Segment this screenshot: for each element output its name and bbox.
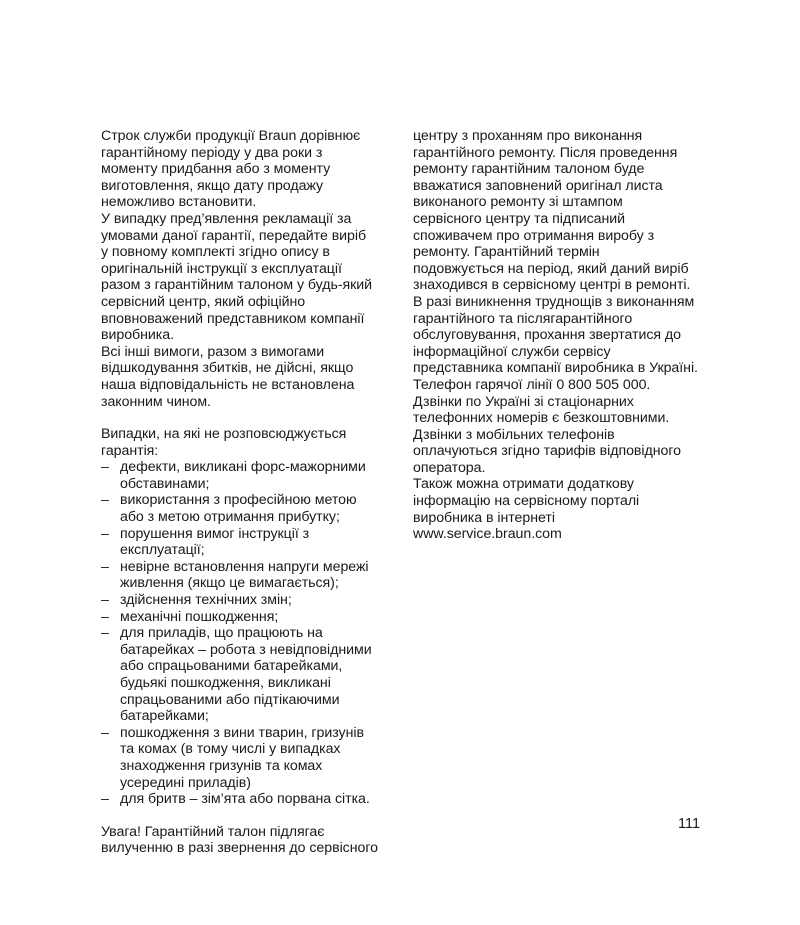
text-line: оригінальній інструкції з експлуатації: [101, 260, 342, 277]
text-line: механічні пошкодження;: [120, 608, 279, 625]
text-line: вповноважений представником компанії: [101, 310, 365, 327]
text-line: виготовлення, якщо дату продажу: [101, 177, 324, 194]
text-line: виробника.: [101, 327, 174, 344]
service-portal-url: www.service.braun.com: [413, 526, 562, 543]
hotline-phone: Телефон гарячої лінії 0 800 505 000.: [413, 376, 651, 393]
text-line: оператора.: [413, 459, 486, 476]
text-line: у повному комплекті згідно опису в: [101, 244, 330, 261]
text-line: законним чином.: [101, 393, 211, 410]
text-line: виробника в інтернеті: [413, 509, 555, 526]
list-item: [101, 725, 401, 791]
text-line: В разі виникнення труднощів з виконанням: [413, 293, 695, 310]
text-line: порушення вимог інструкції з: [120, 525, 310, 542]
text-line: для бритв – зім’ята або порвана сітка.: [120, 791, 370, 808]
text-line: телефонних номерів є безкоштовними.: [413, 410, 670, 427]
text-line: споживачем про отримання виробу з: [413, 227, 655, 244]
text-line: використання з професійною метою: [120, 492, 357, 509]
dash-bullet: –: [101, 791, 109, 808]
text-line: та комах (в тому числі у випадках: [120, 741, 341, 758]
text-line: спрацьованими або підтікаючими: [120, 691, 340, 708]
list-item: [101, 625, 401, 725]
service-life-paragraph: [101, 128, 401, 211]
right-column: [413, 128, 713, 543]
text-line: живлення (якщо це вимагається);: [120, 575, 339, 592]
page-number: 111: [678, 816, 701, 832]
dash-bullet: –: [101, 558, 109, 575]
list-item: [101, 609, 401, 626]
text-line: батарейках – робота з невідповідними: [120, 641, 372, 658]
exclusions-list: [101, 459, 401, 807]
text-line: відшкодування збитків, не дійсні, якщо: [101, 360, 354, 377]
dash-bullet: –: [101, 724, 109, 741]
dash-bullet: –: [101, 492, 109, 509]
list-item: [101, 559, 401, 592]
paragraph-gap: [101, 808, 401, 824]
text-line: батарейками;: [120, 708, 209, 725]
text-line: Всі інші вимоги, разом з вимогами: [101, 343, 325, 360]
text-line: дефекти, викликані форс-мажорними: [120, 459, 366, 476]
text-line: ремонту гарантійним талоном буде: [413, 161, 645, 178]
text-line: або з метою отримання прибутку;: [120, 509, 340, 526]
text-line: Також можна отримати додаткову: [413, 476, 634, 493]
list-item: [101, 459, 401, 492]
warning-paragraph: [101, 824, 401, 857]
text-line: подовжується на період, який даний виріб: [413, 260, 689, 277]
dash-bullet: –: [101, 459, 109, 476]
text-line: гарантійному періоду у два роки з: [101, 144, 323, 161]
text-line: умовами даної гарантії, передайте виріб: [101, 227, 367, 244]
text-line: обслуговування, прохання звертатися до: [413, 327, 682, 344]
other-claims-paragraph: [101, 344, 401, 410]
text-line: наша відповідальність не встановлена: [101, 376, 355, 393]
text-line: гарантійного ремонту. Після проведення: [413, 144, 678, 161]
text-line: разом з гарантійним талоном у будь-який: [101, 277, 373, 294]
portal-paragraph: [413, 476, 713, 542]
text-line: Випадки, на які не розповсюджується: [101, 426, 347, 443]
text-line: неможливо встановити.: [101, 194, 257, 211]
list-item: [101, 592, 401, 609]
text-line: знаходився в сервісному центрі в ремонті.: [413, 277, 691, 294]
dash-bullet: –: [101, 608, 109, 625]
dash-bullet: –: [101, 525, 109, 542]
list-item: [101, 526, 401, 559]
text-line: інформаційної служби сервісу: [413, 343, 611, 360]
text-line: ремонту. Гарантійний термін: [413, 244, 600, 261]
text-line: або спрацьованими батарейками,: [120, 658, 343, 675]
left-column: [101, 128, 401, 857]
text-line: Дзвінки з мобільних телефонів: [413, 426, 615, 443]
repair-paragraph: [413, 128, 713, 294]
text-line: вважатися заповнений оригінал листа: [413, 177, 663, 194]
text-line: оплачуються згідно тарифів відповідного: [413, 443, 682, 460]
claim-paragraph: [101, 211, 401, 344]
paragraph-gap: [101, 410, 401, 426]
text-line: У випадку пред’явлення рекламації за: [101, 210, 352, 227]
text-line: Дзвінки по Україні зі стаціонарних: [413, 393, 634, 410]
text-line: здійснення технічних змін;: [120, 592, 292, 609]
dash-bullet: –: [101, 592, 109, 609]
text-line: усередині приладів): [120, 774, 251, 791]
text-line: сервісного центру та підписаний: [413, 210, 626, 227]
text-line: моменту придбання або з моменту: [101, 161, 331, 178]
text-line: гарантія:: [101, 442, 159, 459]
text-line: інформацію на сервісному порталі: [413, 493, 640, 510]
text-line: гарантійного та післягарантійного: [413, 310, 633, 327]
text-line: будьякі пошкодження, викликані: [120, 675, 331, 691]
text-line: невірне встановлення напруги мережі: [120, 558, 369, 575]
text-line: центру з проханням про виконання: [413, 128, 643, 144]
text-line: представника компанії виробника в Україні.: [413, 360, 698, 377]
list-item: [101, 791, 401, 808]
exclusions-intro: [101, 426, 401, 459]
text-line: для приладів, що працюють на: [120, 625, 323, 642]
text-line: Строк служби продукції Braun дорівнює: [101, 128, 361, 144]
text-line: пошкодження з вини тварин, гризунів: [120, 724, 364, 741]
list-item: [101, 492, 401, 525]
text-line: знаходження гризунів та комах: [120, 757, 323, 774]
dash-bullet: –: [101, 625, 109, 642]
text-line: сервісний центр, який офіційно: [101, 293, 306, 310]
text-line: виконаного ремонту зі штампом: [413, 194, 623, 211]
text-line: Увага! Гарантійний талон підлягає: [101, 823, 325, 840]
text-line: вилученню в разі звернення до сервісного: [101, 840, 378, 857]
text-line: обставинами;: [120, 475, 210, 492]
hotline-paragraph: [413, 294, 713, 477]
text-line: експлуатації;: [120, 542, 205, 559]
